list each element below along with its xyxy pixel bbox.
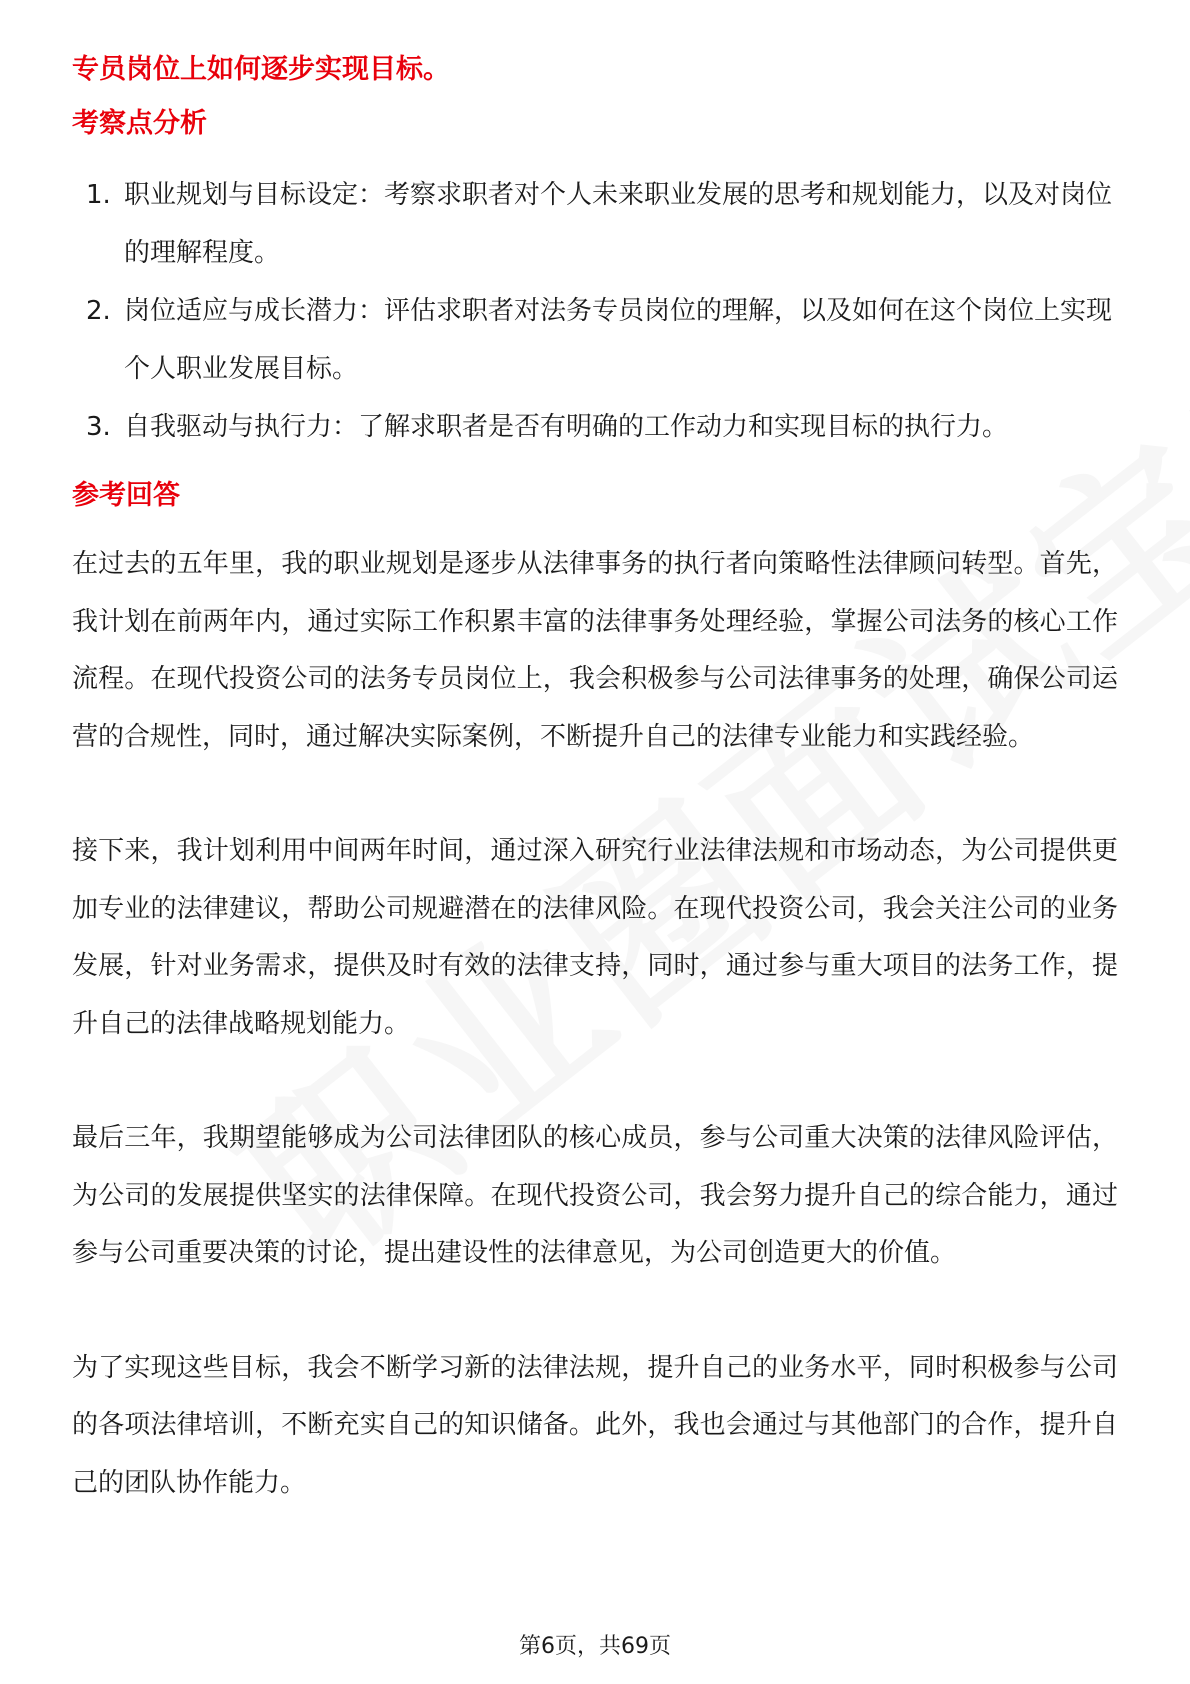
answer-paragraph: 在过去的五年里，我的职业规划是逐步从法律事务的执行者向策略性法律顾问转型。首先，我计划在前两年内，通过实际工作积累丰富的法律事务处理经验，掌握公司法务的核心工作流程。在现代投资公司的法务专员岗位上，我会积极参与公司法律事务的处理，确保公司运营的合规性，同时，通过解决实际案例，不断提升自己的法律专业能力和实践经验。 bbox=[72, 549, 1118, 752]
list-number: 1. bbox=[86, 180, 111, 210]
answer-paragraph: 为了实现这些目标，我会不断学习新的法律法规，提升自己的业务水平，同时积极参与公司的各项法律培训，不断充实自己的知识储备。此外，我也会通过与其他部门的合作，提升自己的团队协作能力。 bbox=[72, 1352, 1118, 1498]
list-number: 2. bbox=[86, 296, 111, 326]
list-item bbox=[72, 166, 1118, 282]
analysis-list bbox=[72, 166, 1118, 456]
list-text: 岗位适应与成长潜力：评估求职者对法务专员岗位的理解，以及如何在这个岗位上实现个人职业发展目标。 bbox=[124, 296, 1113, 384]
page-number-footer: 第6页，共69页 bbox=[519, 1634, 671, 1659]
list-text: 自我驱动与执行力：了解求职者是否有明确的工作动力和实现目标的执行力。 bbox=[124, 412, 1009, 442]
answer-paragraph: 接下来，我计划利用中间两年时间，通过深入研究行业法律法规和市场动态，为公司提供更加专业的法律建议，帮助公司规避潜在的法律风险。在现代投资公司，我会关注公司的业务发展，针对业务需求，提供及时有效的法律支持，同时，通过参与重大项目的法务工作，提升自己的法律战略规划能力。 bbox=[72, 836, 1118, 1039]
list-item bbox=[72, 398, 1118, 456]
analysis-heading: 考察点分析 bbox=[72, 108, 207, 139]
list-number: 3. bbox=[86, 412, 111, 442]
answer-paragraph: 最后三年，我期望能够成为公司法律团队的核心成员，参与公司重大决策的法律风险评估，为公司的发展提供坚实的法律保障。在现代投资公司，我会努力提升自己的综合能力，通过参与公司重要决策的讨论，提出建设性的法律意见，为公司创造更大的价值。 bbox=[72, 1123, 1118, 1268]
answer-heading: 参考回答 bbox=[72, 480, 180, 511]
list-item bbox=[72, 282, 1118, 398]
list-text: 职业规划与目标设定：考察求职者对个人未来职业发展的思考和规划能力，以及对岗位的理解程度。 bbox=[124, 180, 1113, 268]
question-tail: 专员岗位上如何逐步实现目标。 bbox=[72, 54, 450, 85]
document-page bbox=[72, 40, 1118, 1512]
